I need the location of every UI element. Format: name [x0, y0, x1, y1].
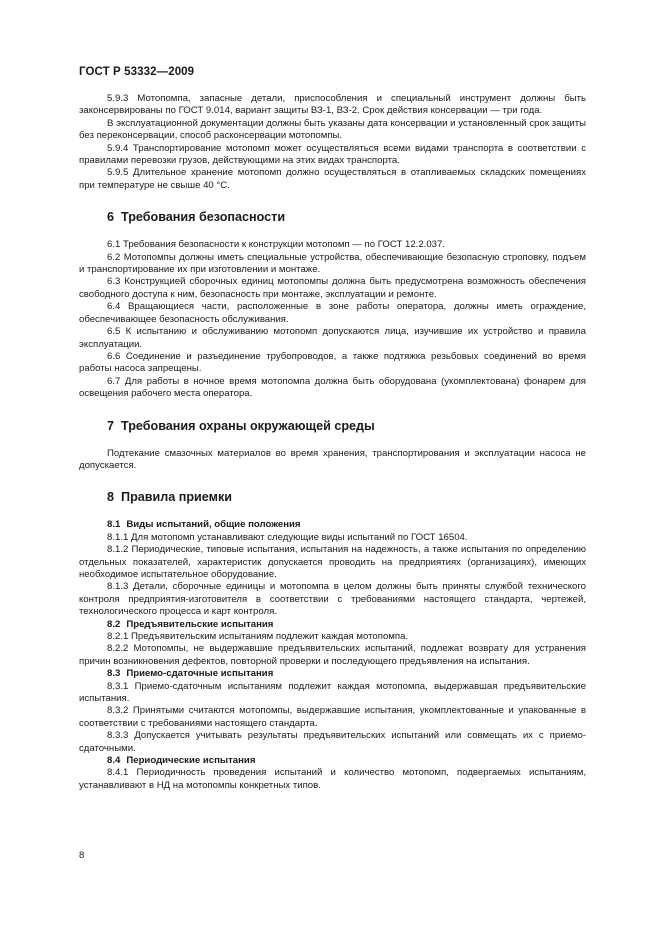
section-8-title: Правила приемки — [121, 490, 232, 505]
paragraph-8-1-1: 8.1.1 Для мотопомп устанавливают следующие виды испытаний по ГОСТ 16504. — [107, 531, 468, 543]
paragraph-5-9-4: 5.9.4 Транспортирование мотопомп может осуществляться всеми видами транспорта в соответствии с правилами перевозки грузов, действующими на этих видах транспорта. — [79, 142, 586, 167]
page-number: 8 — [79, 850, 85, 861]
paragraph-8-1-3: 8.1.3 Детали, сборочные единицы и мотопомпа в целом должны быть приняты службой технического контроля предприятия-изготовителя в соответствии с требованиями настоящего стандарта, чертежей, технологического процесса и карт контроля. — [79, 581, 586, 618]
paragraph-8-4-1: 8.4.1 Периодичность проведения испытаний и количество мотопомп, подвергаемых испытаниям, устанавливают в НД на мотопомпы конкретных типов. — [79, 767, 586, 791]
subsection-8-4-heading — [79, 755, 586, 767]
section-6-number: 6 — [107, 210, 115, 225]
subsection-8-3-title: Приемо-сдаточные испытания — [126, 668, 274, 680]
paragraph-8-3-2: 8.3.2 Принятыми считаются мотопомпы, выдержавшие испытания, укомплектованные и упакованные в соответствии с требованиями настоящего стандарта. — [79, 705, 586, 729]
subsection-8-1-number: 8.1 — [107, 519, 121, 531]
paragraph-6-1: 6.1 Требования безопасности к конструкции мотопомп — по ГОСТ 12.2.037. — [107, 239, 446, 251]
section-6-heading — [79, 210, 586, 225]
paragraph-7: Подтекание смазочных материалов во время хранения, транспортирования и эксплуатации насоса не допускается. — [79, 447, 586, 471]
paragraph-6-2: 6.2 Мотопомпы должны иметь специальные устройства, обеспечивающие безопасную строповку, подъем и транспортирование их при изготовлении и монтаже. — [79, 251, 586, 276]
subsection-8-1-title: Виды испытаний, общие положения — [126, 519, 301, 531]
subsection-8-3-number: 8.3 — [107, 668, 121, 680]
section-7-heading — [79, 419, 586, 434]
paragraph-8-2-1: 8.2.1 Предъявительским испытаниям подлежит каждая мотопомпа. — [107, 631, 409, 642]
paragraph-6-4: 6.4 Вращающиеся части, расположенные в зоне работы оператора, должны иметь ограждение, обеспечивающее безопасность обслуживания. — [79, 301, 586, 325]
section-7-number: 7 — [107, 418, 115, 433]
paragraph-5-9-3-docs: В эксплуатационной документации должны быть указаны дата консервации и установленный срок защиты без переконсервации, способ расконсервации мотопомпы. — [79, 117, 586, 142]
paragraph-6-5: 6.5 К испытанию и обслуживанию мотопомп допускаются лица, изучившие их устройство и правила эксплуатации. — [79, 326, 586, 350]
document-code: ГОСТ Р 53332—2009 — [79, 66, 195, 78]
paragraph-6-3: 6.3 Конструкцией сборочных единиц мотопомпы должна быть предусмотрена возможность обеспечения свободного доступа к ним, безопасность при монтаже, эксплуатации и ремонте. — [79, 276, 586, 300]
paragraph-5-9-3: 5.9.3 Мотопомпа, запасные детали, приспособления и специальный инструмент должны быть законсервированы по ГОСТ 9.014, вариант защиты ВЗ-1, ВЗ-2. Срок действия консервации — три года. — [79, 93, 586, 117]
paragraph-6-7: 6.7 Для работы в ночное время мотопомпа должна быть оборудована (укомплектована) фонарем для освещения рабочего места оператора. — [79, 375, 586, 400]
paragraph-8-1-2: 8.1.2 Периодические, типовые испытания, испытания на надежность, а также испытания по определению отдельных показателей, характеристик допускается проводить на предприятиях (организациях), имеющих необходимое испытательное оборудование. — [79, 544, 586, 580]
paragraph-5-9-5: 5.9.5 Длительное хранение мотопомп должно осуществляться в отапливаемых складских помещениях при температуре не свыше 40 °С. — [79, 167, 586, 191]
subsection-8-4-title: Периодические испытания — [126, 755, 256, 767]
subsection-8-2-heading — [79, 619, 586, 631]
paragraph-8-2-2: 8.2.2 Мотопомпы, не выдержавшие предъявительских испытаний, подлежат возврату для устранения причин возникновения дефектов, повторной проверки и последующего предъявления на испытания. — [79, 643, 586, 667]
section-8-heading — [79, 490, 586, 505]
paragraph-8-3-3: 8.3.3 Допускается учитывать результаты предъявительских испытаний или совмещать их с приемо-сдаточными. — [79, 730, 586, 754]
subsection-8-2-title: Предъявительские испытания — [126, 618, 274, 630]
subsection-8-1-heading — [79, 519, 586, 531]
section-7-title: Требования охраны окружающей среды — [121, 418, 375, 433]
page-content — [79, 93, 586, 792]
paragraph-6-6: 6.6 Соединение и разъединение трубопроводов, а также подтяжка резьбовых соединений во время работы насоса запрещены. — [79, 350, 586, 375]
section-8-number: 8 — [107, 490, 115, 505]
paragraph-8-3-1: 8.3.1 Приемо-сдаточным испытаниям подлежит каждая мотопомпа, выдержавшая предъявительские испытания. — [79, 680, 586, 705]
subsection-8-2-number: 8.2 — [107, 618, 121, 630]
section-6-title: Требования безопасности — [121, 210, 286, 225]
subsection-8-4-number: 8.4 — [107, 755, 121, 767]
subsection-8-3-heading — [79, 668, 586, 680]
